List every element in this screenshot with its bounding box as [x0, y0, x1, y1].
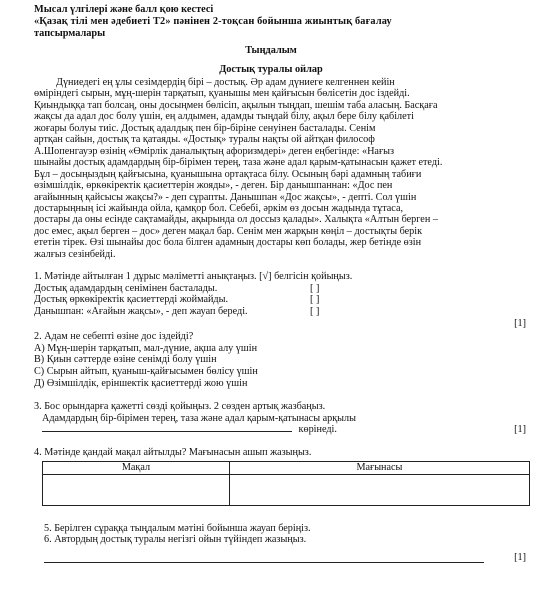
header-line-3: тапсырмалары [34, 28, 106, 39]
reading-text-line: дос емес, ақыл берген – дос» деген мақал бар. Сенім мен жарқын көңіл – достықты берік [34, 225, 423, 237]
question-4 [34, 447, 508, 506]
question-1 [34, 271, 526, 329]
question-3 [34, 401, 526, 436]
reading-text-line: шынайы достық адамдардың бір-бірімен терең, таза және адал қарым-қатынасын қажет етеді. [34, 157, 443, 169]
q1-statement-text: Достық адамдардың сенімінен басталады. [34, 282, 218, 294]
reading-text-line: жақсы да адал дос болу үшін, ең алдымен, адамды тыңдай білу, ақыл бере білу қабілеті [34, 111, 414, 123]
reading-text-line: жалғыз сезінбейді. [34, 248, 116, 260]
q6-answer-row [34, 552, 526, 564]
reading-text-line: достарыңның ісі жайында ойла, қамқор бол. Себебі, әркім өз досын жадында тұтаса, [34, 202, 404, 214]
reading-text-line: артқан сайын, достық та қатаяды. «Достық» туралы нақты ой айтқан философ [34, 134, 375, 146]
q6-answer-line[interactable] [44, 562, 484, 563]
question-2 [34, 331, 508, 389]
reading-text-line: А.Шопенгауэр өзінің «Өмірлік даналықтың афоризмдері» деген еңбегінде: «Нағыз [34, 145, 394, 157]
reading-text-line: достары да оны есінде сақтамайды, ақырында ол доссыз қалады». Халықта «Алтын берген – [34, 214, 438, 226]
q1-mark: [1] [514, 317, 526, 329]
document-page [34, 4, 526, 563]
proverb-answer-cell[interactable] [43, 474, 230, 505]
q3-answer-blank[interactable] [42, 431, 292, 432]
reading-text-line: жоғары болуы тиіс. Достық адалдық пен бір-біріне сенуінен басталады. Сенім [34, 122, 376, 134]
section-title: Тыңдалым [245, 45, 297, 56]
meaning-answer-cell[interactable] [229, 474, 529, 505]
q2-option-a[interactable]: A) Мұң-шерін тарқатып, мал-дүние, ақша алу үшін [34, 342, 258, 354]
q1-statement-text: Достық өркөкіректік қасиеттерді жоймайды. [34, 294, 228, 306]
proverb-column-header: Мақал [43, 461, 230, 474]
reading-text-line: ететін тірек. Өзі шынайы дос бола білген адамның достары көп болады, жер бетінде өзін [34, 237, 422, 249]
question-4-prompt: 4. Мәтінде қандай мақал айтылды? Мағынасын ашып жазыңыз. [34, 446, 312, 458]
q1-checkbox-3[interactable]: [ ] [310, 306, 320, 318]
question-6 [34, 534, 526, 563]
reading-text-line: Дүниедегі ең ұлы сезімдердің бірі – достық. Әр адам дүниеге келгеннен кейін [56, 77, 395, 88]
text-title: Достық туралы ойлар [219, 64, 323, 75]
reading-text-line: ағайынның қайсысы жақсы?» - деп сұрапты. Данышпан «Дос жақсы», - депті. Сол үшін [34, 191, 417, 203]
q3-sentence-line-1: Адамдардың бір-бірімен терең, таза және адал қарым-қатынасы арқылы [42, 412, 356, 424]
reading-text-line: өзімшілдік, өркөкіректік қасиеттерін жояды», - деген. Бір данышпаннан: «Дос пен [34, 180, 393, 192]
q1-statement-1 [34, 283, 508, 295]
q1-statement-3 [34, 306, 508, 318]
question-2-prompt: 2. Адам не себепті өзіне дос іздейді? [34, 331, 194, 343]
q6-mark: [1] [514, 551, 526, 563]
header-line-2-text: «Қазақ тілі мен әдебиеті Т2» пәнінен 2-тоқсан бойынша жиынтық бағалау [34, 16, 392, 27]
q3-sentence-end: көрінеді. [298, 424, 337, 436]
q1-checkbox-1[interactable]: [ ] [310, 282, 320, 294]
header-line-2 [34, 16, 508, 28]
reading-text-line: Бұл – досыңыздың қайғысына, қуанышына ортақтаса білу. Осының бәрі адамның табиғи [34, 168, 422, 180]
question-5 [34, 523, 508, 535]
q2-option-c[interactable]: C) Сырын айтып, қуаныш-қайғысымен бөлісу үшін [34, 366, 258, 377]
q1-statement-2 [34, 294, 508, 306]
q1-statement-text: Данышпан: «Ағайын жақсы», - деп жауап береді. [34, 306, 248, 318]
q2-option-b[interactable]: B) Қиын сәттерде өзіне сенімді болу үшін [34, 354, 217, 366]
q2-option-d[interactable]: Д) Өзімшілдік, еріншектік қасиеттерді жою үшін [34, 377, 248, 389]
meaning-column-header: Мағынасы [229, 461, 529, 474]
reading-text-line: Қиындыққа тап болсаң, оны досыңмен бөлісіп, ақылын тыңдап, шешім таба аласың. Басқаға [34, 99, 438, 111]
q3-sentence-line-2 [34, 424, 526, 436]
reading-text [34, 77, 508, 260]
header-line-1: Мысал үлгілері және балл қою кестесі [34, 4, 214, 15]
question-1-prompt: 1. Мәтінде айтылған 1 дұрыс мәліметті анықтаңыз. [√] белгісін қойыңыз. [34, 271, 353, 283]
proverb-table [42, 461, 530, 506]
reading-text-line: өміріндегі сырын, мұң-шерін тарқатып, қуанышы мен қайғысын бөлісетін дос іздейді. [34, 88, 410, 100]
q1-checkbox-2[interactable]: [ ] [310, 294, 320, 306]
question-5-prompt: 5. Берілген сұраққа тыңдалым мәтіні бойынша жауап беріңіз. [44, 522, 311, 534]
question-6-prompt: 6. Автордың достық туралы негізгі ойын түйіндеп жазыңыз. [44, 534, 307, 546]
question-3-prompt: 3. Бос орындарға қажетті сөзді қойыңыз. 2 сөзден артық жазбаңыз. [34, 401, 326, 413]
q3-mark: [1] [514, 424, 526, 436]
